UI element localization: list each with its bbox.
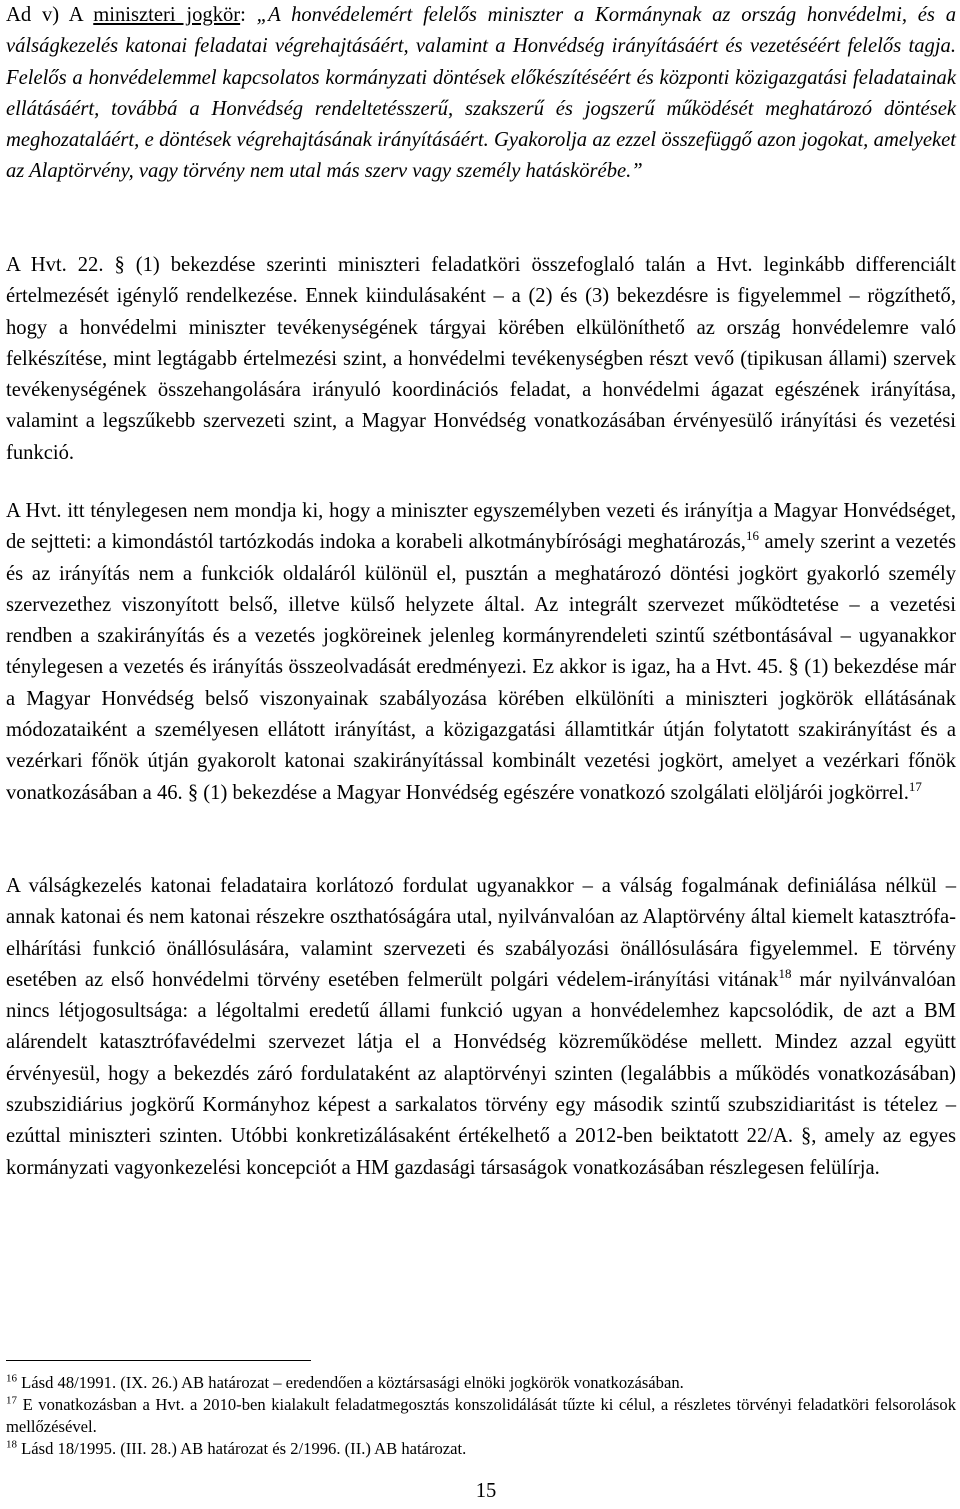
- underlined-term: miniszteri jogkör: [93, 4, 241, 26]
- footnote-ref-18[interactable]: 18: [778, 966, 792, 982]
- footnote-number: 16: [6, 1372, 17, 1385]
- footnote-18: [6, 1438, 956, 1460]
- paragraph-text: A Hvt. itt ténylegesen nem mondja ki, hogy a miniszter egyszemélyben vezeti és irányítja a Magyar Honvédséget, de sejtteti: a kimondástól tartózkodás indoka a korabeli alkotmánybírósági meghatározás,: [6, 500, 956, 554]
- footnote-ref-16[interactable]: 16: [745, 528, 759, 544]
- footnote-text: E vonatkozásban a Hvt. a 2010-ben kialakult feladatmegosztás konszolidálását tűzte ki célul, a részletes törvényi feladatköri felsorolások mellőzésével.: [6, 1395, 956, 1436]
- footnote-ref-17[interactable]: 17: [908, 778, 922, 794]
- footnote-17: [6, 1394, 956, 1437]
- page-number: 15: [475, 1480, 497, 1502]
- footnote-number: 18: [6, 1438, 17, 1451]
- footnote-text: Lásd 18/1995. (III. 28.) AB határozat és 2/1996. (II.) AB határozat.: [17, 1439, 467, 1458]
- paragraph-ministerial-scope: [6, 0, 956, 188]
- footnote-separator: [6, 1360, 311, 1361]
- paragraph-hvt-22: A Hvt. 22. § (1) bekezdése szerinti miniszteri feladatköri összefoglaló talán a Hvt. leginkább differenciált értelmezését igénylő rendelkezése. Ennek kiindulásaként – a (2) és (3) bekezdésre is figyelemmel – rögzíthető, hogy a honvédelmi miniszter tevékenységének tárgyai körében elkülöníthető az ország honvédelemre való felkészítése, mint legtágabb értelmezési szint, a honvédelmi tevékenységben részt vevő (tipikusan állami) szervek tevékenységének összehangolására irányuló koordinációs feladat, a honvédelmi ágazat egészének irányítása, valamint a legszűkebb szervezeti szint, a Magyar Honvédség vonatkozásában érvényesülő irányítási és vezetési funkció.: [6, 254, 956, 464]
- footnote-16: [6, 1372, 956, 1394]
- statutory-quote: „A honvédelemért felelős miniszter a Kormánynak az ország honvédelmi, és a válságkezelés katonai feladatai végrehajtásáért, valamint a Honvédség irányításáért és vezetéséért felelős tagja. Felelős a honvédelemmel kapcsolatos kormányzati döntések előkészítéséért és központi közigazgatási feladatainak ellátásáért, továbbá a Honvédség rendeltetésszerű, szakszerű és jogszerű működését meghatározó döntések meghozataláért, e döntések végrehajtásának irányításáért. Gyakorolja az ezzel összefüggő azon jogokat, amelyeket az Alaptörvény, vagy törvény nem utal más szerv vagy személy hatáskörébe.”: [6, 4, 956, 183]
- paragraph-text: amely szerint a vezetés és az irányítás nem a funkciók oldaláról különül el, pusztán a meghatározó döntési jogkört gyakorló személy szervezethez viszonyított belső, illetve külső helyzete által. Az integrált szervezet működtetése – a vezetési rendben a szakirányítás és a vezetés jogköreinek jelenleg kormányrendeleti szintű szétbontásával – ugyanakkor ténylegesen a vezetés és irányítás összeolvadását eredményezi. Ez akkor is igaz, ha a Hvt. 45. § (1) bekezdése már a Magyar Honvédség belső viszonyainak szabályozása körében elkülöníti a miniszteri jogkörök ellátásának módozataiként a személyesen ellátott irányítást, a közigazgatási államtitkár útján folytatott szakirányítást és a vezérkari főnök útján gyakorolt katonai szakirányítással kombinált vezetési jogkört, amelyet a vezérkari főnök vonatkozásában a 46. § (1) bekezdése a Magyar Honvédség egészére vonatkozó szolgálati elöljárói jogkörrel.: [6, 531, 956, 804]
- footnote-text: Lásd 48/1991. (IX. 26.) AB határozat – eredendően a köztársasági elnöki jogkörök vonatkozásában.: [17, 1373, 684, 1392]
- paragraph-text: már nyilvánvalóan nincs létjogosultsága: a légoltalmi eredetű állami funkció ugyan a honvédelemhez kapcsolódik, de azt a BM alárendelt katasztrófavédelmi szervezet látja el a Honvédség közreműködése mellett. Mindez azzal együtt érvényesül, hogy a bekezdés záró fordulataként az alaptörvényi szinten (legalábbis a működés vonatkozásában) szubszidiárius jogkörű Kormányhoz képest a sarkalatos törvény egy második szintű szubszidiaritást is tételez – ezúttal miniszteri szinten. Utóbbi konkretizálásaként értékelhető a 2012-ben beiktatott 22/A. §, amely az egyes kormányzati vagyonkezelési koncepciót a HM gazdasági társaságok vonatkozásában részlegesen felülírja.: [6, 968, 956, 1179]
- paragraph-prefix: Ad v) A: [6, 4, 94, 26]
- paragraph-text: A válságkezelés katonai feladataira korlátozó fordulat ugyanakkor – a válság fogalmának definiálása nélkül – annak katonai és nem katonai részekre oszthatóságára utal, nyilvánvalóan az Alaptörvény által kiemelt katasztrófa-elhárítási funkció önállósulására, valamint szervezeti és szabályozási önállósulására figyelemmel. E törvény esetében az első honvédelmi törvény esetében felmerült polgári védelem-irányítási vitának: [6, 875, 956, 991]
- paragraph-crisis-management: [6, 871, 956, 1184]
- paragraph-leadership: [6, 496, 956, 809]
- colon: :: [240, 4, 257, 26]
- footnote-number: 17: [6, 1394, 17, 1407]
